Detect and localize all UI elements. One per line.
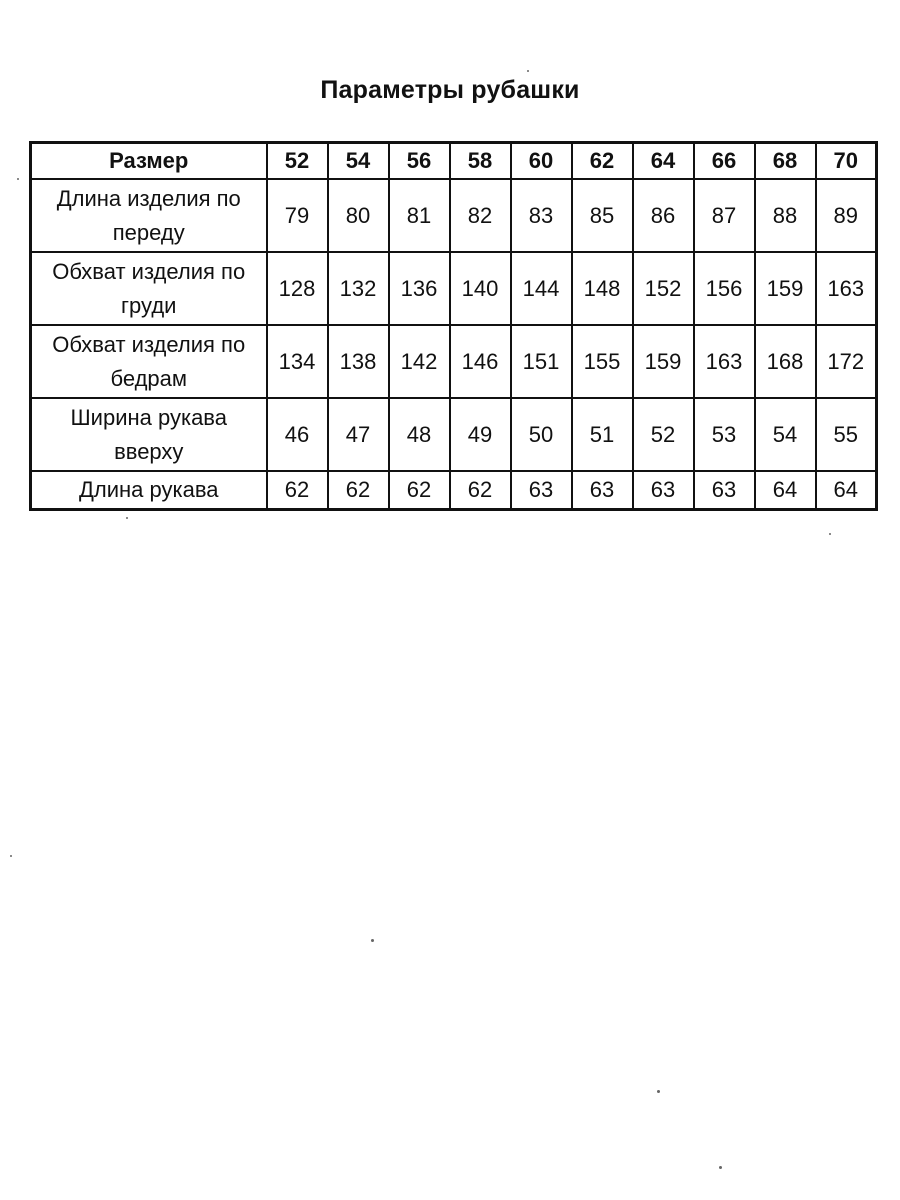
table-cell: 50 <box>511 398 572 471</box>
table-cell: 155 <box>572 325 633 398</box>
size-header: 58 <box>450 143 511 180</box>
row-label <box>31 398 267 471</box>
row-label-line: бедрам <box>110 365 188 391</box>
table-cell: 163 <box>816 252 877 325</box>
table-cell: 82 <box>450 179 511 252</box>
table-cell: 80 <box>328 179 389 252</box>
row-label-line: Обхват изделия по <box>52 331 246 357</box>
size-header: 52 <box>267 143 328 180</box>
table-cell: 142 <box>389 325 450 398</box>
table-cell: 79 <box>267 179 328 252</box>
table-cell: 83 <box>511 179 572 252</box>
table-cell: 54 <box>755 398 816 471</box>
row-label-line: вверху <box>114 438 184 464</box>
table-cell: 172 <box>816 325 877 398</box>
size-header: 56 <box>389 143 450 180</box>
size-header: 60 <box>511 143 572 180</box>
scan-speck <box>126 517 128 519</box>
size-header: 70 <box>816 143 877 180</box>
table-cell: 62 <box>450 471 511 510</box>
table-cell: 55 <box>816 398 877 471</box>
scan-speck <box>371 939 374 942</box>
row-label <box>31 471 267 510</box>
row-label-line: груди <box>121 292 177 318</box>
table-cell: 85 <box>572 179 633 252</box>
table-cell: 63 <box>572 471 633 510</box>
table-cell: 62 <box>328 471 389 510</box>
header-label: Размер <box>31 143 267 180</box>
table-cell: 132 <box>328 252 389 325</box>
table-row <box>31 179 877 252</box>
table-cell: 159 <box>633 325 694 398</box>
size-header: 68 <box>755 143 816 180</box>
table-cell: 138 <box>328 325 389 398</box>
page-title: Параметры рубашки <box>320 76 580 104</box>
scan-speck <box>719 1166 722 1169</box>
table-row <box>31 325 877 398</box>
table-cell: 63 <box>511 471 572 510</box>
size-header: 62 <box>572 143 633 180</box>
table-cell: 152 <box>633 252 694 325</box>
table-row <box>31 252 877 325</box>
table-cell: 144 <box>511 252 572 325</box>
table-cell: 86 <box>633 179 694 252</box>
table-cell: 52 <box>633 398 694 471</box>
row-label <box>31 179 267 252</box>
table-cell: 64 <box>816 471 877 510</box>
table-cell: 88 <box>755 179 816 252</box>
row-label-line: Длина изделия по <box>56 185 241 211</box>
header-row <box>31 143 877 180</box>
scan-speck <box>527 70 529 72</box>
table-cell: 128 <box>267 252 328 325</box>
table-cell: 48 <box>389 398 450 471</box>
scan-speck <box>10 855 12 857</box>
table-cell: 49 <box>450 398 511 471</box>
table-cell: 163 <box>694 325 755 398</box>
row-label-line: Длина рукава <box>78 477 219 502</box>
table-cell: 63 <box>694 471 755 510</box>
scan-speck <box>657 1090 660 1093</box>
row-label <box>31 252 267 325</box>
size-header: 54 <box>328 143 389 180</box>
table-cell: 87 <box>694 179 755 252</box>
table-cell: 62 <box>267 471 328 510</box>
table-cell: 156 <box>694 252 755 325</box>
table-cell: 134 <box>267 325 328 398</box>
table-cell: 51 <box>572 398 633 471</box>
scan-speck <box>829 533 831 535</box>
table-row <box>31 398 877 471</box>
table-cell: 168 <box>755 325 816 398</box>
table-cell: 53 <box>694 398 755 471</box>
table-cell: 47 <box>328 398 389 471</box>
table-cell: 136 <box>389 252 450 325</box>
size-header: 64 <box>633 143 694 180</box>
table-cell: 89 <box>816 179 877 252</box>
table-cell: 148 <box>572 252 633 325</box>
table-cell: 146 <box>450 325 511 398</box>
size-table <box>29 141 878 511</box>
table-cell: 81 <box>389 179 450 252</box>
table-cell: 46 <box>267 398 328 471</box>
table-cell: 159 <box>755 252 816 325</box>
size-header: 66 <box>694 143 755 180</box>
table-row <box>31 471 877 510</box>
row-label-line: Обхват изделия по <box>52 258 246 284</box>
table-cell: 62 <box>389 471 450 510</box>
table-cell: 64 <box>755 471 816 510</box>
table-cell: 151 <box>511 325 572 398</box>
row-label-line: переду <box>112 219 185 245</box>
row-label-line: Ширина рукава <box>70 404 227 430</box>
row-label <box>31 325 267 398</box>
table-cell: 63 <box>633 471 694 510</box>
scan-speck <box>17 178 19 180</box>
table-cell: 140 <box>450 252 511 325</box>
